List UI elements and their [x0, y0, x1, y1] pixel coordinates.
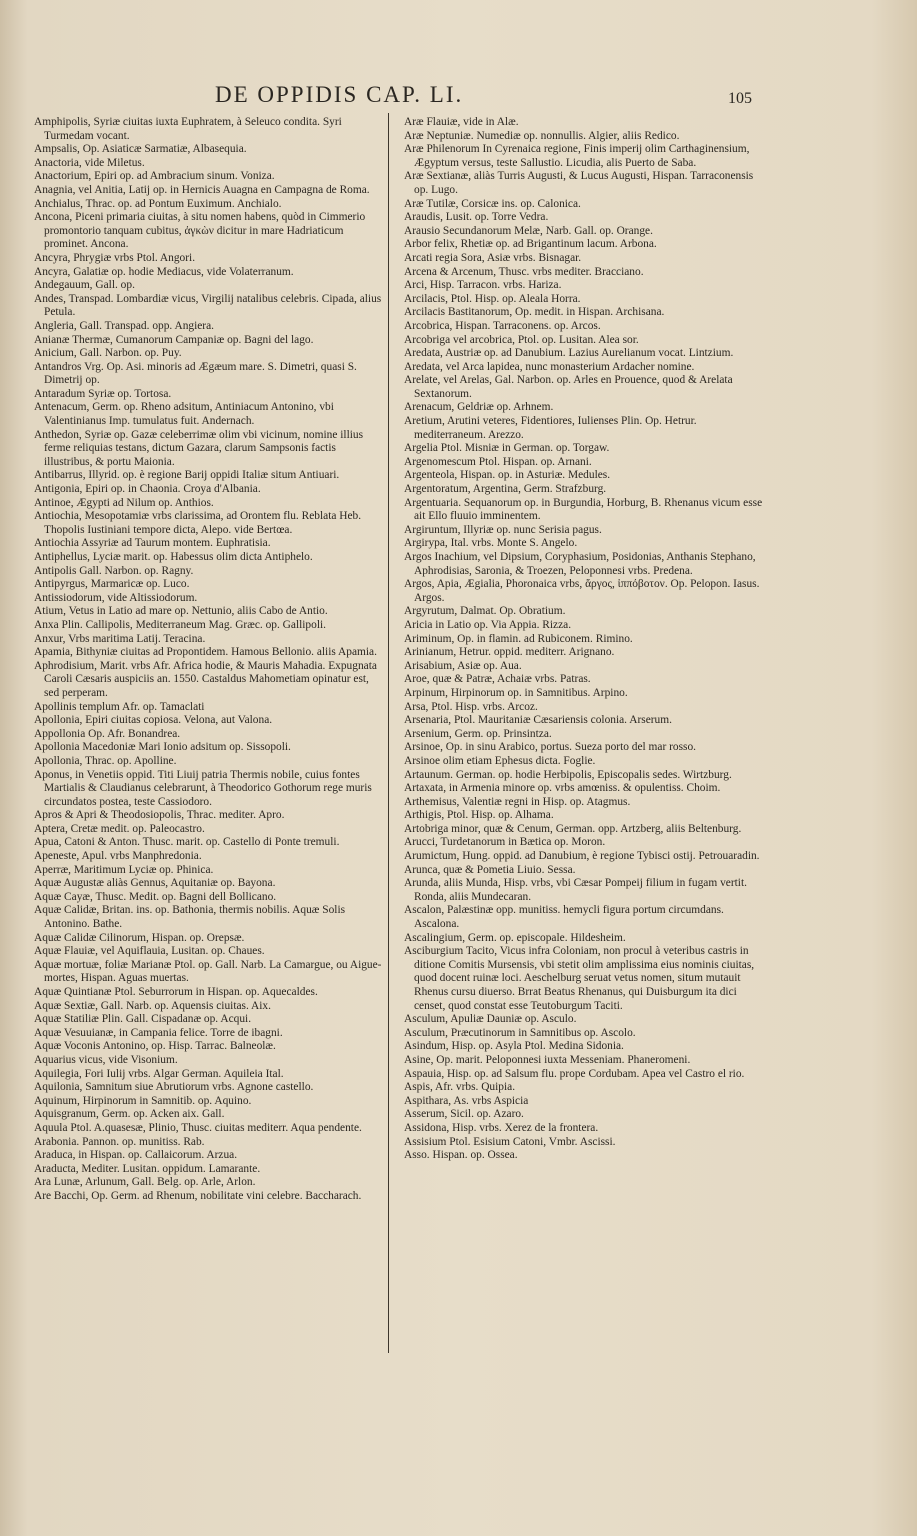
gazetteer-entry: Arcobrica, Hispan. Tarraconens. op. Arcos. — [404, 319, 601, 332]
gazetteer-entry: Aquinum, Hirpinorum in Samnitib. op. Aquino. — [34, 1094, 252, 1107]
gazetteer-entry: Aquisgranum, Germ. op. Acken aix. Gall. — [34, 1108, 225, 1121]
gazetteer-entry: Artaunum. German. op. hodie Herbipolis, Episcopalis sedes. Wirtzburg. — [404, 768, 732, 781]
gazetteer-entry: Arcena & Arcenum, Thusc. vrbs mediter. Bracciano. — [404, 265, 644, 278]
gazetteer-entry: Anchialus, Thrac. op. ad Pontum Euximum. Anchialo. — [34, 197, 282, 210]
gazetteer-entry: Apamia, Bithyniæ ciuitas ad Propontidem. Hamous Bellonio. aliis Apamia. — [34, 646, 377, 659]
gazetteer-entry: Aræ Flauiæ, vide in Alæ. — [404, 116, 519, 128]
gazetteer-entry: Arelate, vel Arelas, Gal. Narbon. op. Arles en Prouence, quod & Arelata Sextanorum. — [404, 374, 733, 400]
gazetteer-entry: Are Bacchi, Op. Germ. ad Rhenum, nobilitate vini celebre. Baccharach. — [34, 1189, 362, 1202]
gazetteer-entry: Aspithara, As. vrbs Aspicia — [404, 1094, 529, 1107]
gazetteer-entry: Aroe, quæ & Patræ, Achaiæ vrbs. Patras. — [404, 673, 591, 686]
gazetteer-entry: Aphrodisium, Marit. vrbs Afr. Africa hodie, & Mauris Mahadia. Expugnata Caroli Cæsaris auspiciis an. 1550. Castaldus Mahometiam opinatur est, sed perperam. — [34, 659, 377, 699]
gazetteer-entry: Argenteola, Hispan. op. in Asturiæ. Medules. — [404, 469, 611, 482]
gazetteer-entry: Appollonia Op. Afr. Bonandrea. — [34, 727, 181, 740]
gazetteer-entry: Apua, Catoni & Anton. Thusc. marit. op. Castello di Ponte tremuli. — [34, 836, 340, 849]
gazetteer-entry: Arsenium, Germ. op. Prinsintza. — [404, 727, 552, 740]
column-divider — [388, 113, 389, 1353]
gazetteer-entry: Ara Lunæ, Arlunum, Gall. Belg. op. Arle, Arlon. — [34, 1176, 256, 1189]
gazetteer-entry: Aquæ Augustæ aliàs Gennus, Aquitaniæ op. Bayona. — [34, 877, 276, 890]
right-column — [404, 116, 770, 1163]
gazetteer-entry: Asciburgium Tacito, Vicus infra Coloniam, non procul à veteribus castris in ditione Comitis Mursensis, vbi stetit olim amplissima eius nominis ciuitas, quod docent ruinæ loci. Aeschelburg seruat vetus nomen, situm mutauit Rhenus cursu diuerso. Brrat Beatus Rhenanus, qui Duisburgum ita dici censet, quod constat esse Teutoburgum Taciti. — [404, 945, 755, 1012]
gazetteer-entry: Apollinis templum Afr. op. Tamaclati — [34, 700, 205, 713]
gazetteer-entry: Antiphellus, Lyciæ marit. op. Habessus olim dicta Antiphelo. — [34, 551, 313, 563]
gazetteer-entry: Argenomescum Ptol. Hispan. op. Arnani. — [404, 455, 592, 468]
gazetteer-entry: Argirypa, Ital. vrbs. Monte S. Angelo. — [404, 537, 578, 550]
gazetteer-entry: Artaxata, in Armenia minore op. vrbs amœniss. & opulentiss. Choim. — [404, 782, 721, 795]
gazetteer-entry: Aquæ mortuæ, foliæ Marianæ Ptol. op. Gall. Narb. La Camargue, ou Aigue-mortes, Hispan. Aguas muertas. — [34, 958, 382, 985]
gazetteer-entry: Anicium, Gall. Narbon. op. Puy. — [34, 347, 182, 360]
gazetteer-entry: Argiruntum, Illyriæ op. nunc Serisia pagus. — [404, 523, 602, 536]
gazetteer-entry: Ampsalis, Op. Asiaticæ Sarmatiæ, Albasequia. — [34, 143, 247, 156]
gazetteer-entry: Arsinoe olim etiam Ephesus dicta. Foglie. — [404, 754, 596, 767]
gazetteer-entry: Aspis, Afr. vrbs. Quipia. — [404, 1081, 516, 1094]
gazetteer-entry: Aræ Tutilæ, Corsicæ ins. op. Calonica. — [404, 197, 581, 210]
gazetteer-entry: Anxur, Vrbs maritima Latij. Teracina. — [34, 632, 206, 645]
gazetteer-entry: Ariminum, Op. in flamin. ad Rubiconem. Rimino. — [404, 632, 633, 645]
gazetteer-entry: Aricia in Latio op. Via Appia. Rizza. — [404, 618, 572, 631]
gazetteer-entry: Arisabium, Asiæ op. Aua. — [404, 659, 522, 672]
gazetteer-entry: Ancyra, Phrygiæ vrbs Ptol. Angori. — [34, 251, 196, 264]
gazetteer-entry: Antiochia Assyriæ ad Taurum montem. Euphratisia. — [34, 537, 271, 550]
gazetteer-entry: Apollonia Macedoniæ Mari Ionio adsitum op. Sissopoli. — [34, 741, 291, 754]
gazetteer-entry: Arabonia. Pannon. op. munitiss. Rab. — [34, 1135, 205, 1148]
gazetteer-entry: Anthedon, Syriæ op. Gazæ celeberrimæ olim vbi vicinum, nomine illius ferme reliquias testans, dictum Gazara, clarum Sampsonis factis illustribus, & portu Maionia. — [34, 428, 364, 468]
gazetteer-entry: Aquæ Statiliæ Plin. Gall. Cispadanæ op. Acqui. — [34, 1013, 252, 1026]
gazetteer-entry: Antipyrgus, Marmaricæ op. Luco. — [34, 578, 190, 591]
gazetteer-entry: Argyrutum, Dalmat. Op. Obratium. — [404, 605, 566, 618]
gazetteer-entry: Apollonia, Thrac. op. Apolline. — [34, 754, 177, 767]
gazetteer-entry: Arpinum, Hirpinorum op. in Samnitibus. Arpino. — [404, 686, 628, 699]
gazetteer-entry: Arenacum, Geldriæ op. Arhnem. — [404, 401, 554, 414]
gazetteer-entry: Arsinoe, Op. in sinu Arabico, portus. Sueza porto del mar rosso. — [404, 741, 696, 754]
gazetteer-entry: Artobriga minor, quæ & Cenum, German. opp. Artzberg, aliis Beltenburg. — [404, 822, 742, 835]
gazetteer-entry: Arsenaria, Ptol. Mauritaniæ Cæsariensis colonia. Arserum. — [404, 714, 672, 727]
gazetteer-entry: Antibarrus, Illyrid. op. è regione Barij oppidi Italiæ situm Antiuari. — [34, 469, 340, 482]
gazetteer-entry: Argentuaria. Sequanorum op. in Burgundia, Horburg, B. Rhenanus vicum esse ait Ello fluuio imminentem. — [404, 496, 763, 523]
gazetteer-entry: Arunca, quæ & Pometia Liuio. Sessa. — [404, 863, 576, 876]
chapter-header: DE OPPIDIS CAP. LI. — [215, 82, 464, 107]
gazetteer-entry: Assidona, Hisp. vrbs. Xerez de la frontera. — [404, 1121, 599, 1134]
gazetteer-entry: Asindum, Hisp. op. Asyla Ptol. Medina Sidonia. — [404, 1040, 624, 1053]
gazetteer-entry: Aquilonia, Samnitum siue Abrutiorum vrbs. Agnone castello. — [34, 1081, 314, 1094]
gazetteer-entry: Argos Inachium, vel Dipsium, Coryphasium, Posidonias, Anthanis Stephano, Aphrodisias, Saronia, & Troezen, Peloponnesi vrbs. Predena. — [404, 551, 756, 577]
gazetteer-entry: Arcilacis, Ptol. Hisp. op. Aleala Horra. — [404, 292, 581, 305]
gazetteer-entry: Antissiodorum, vide Altissiodorum. — [34, 591, 198, 604]
gazetteer-entry: Aræ Philenorum In Cyrenaica regione, Finis imperij olim Carthaginensium, Ægyptum versus, teste Sallustio. Licudia, alis Puerto de Saba. — [404, 143, 750, 169]
gazetteer-entry: Angleria, Gall. Transpad. opp. Angiera. — [34, 319, 215, 332]
gazetteer-entry: Ascalingium, Germ. op. episcopale. Hildesheim. — [404, 931, 626, 944]
gazetteer-entry: Arucci, Turdetanorum in Bætica op. Moron. — [404, 836, 606, 849]
gazetteer-entry: Anxa Plin. Callipolis, Mediterraneum Mag. Græc. op. Gallipoli. — [34, 618, 327, 631]
gazetteer-entry: Aquæ Sextiæ, Gall. Narb. op. Aquensis ciuitas. Aix. — [34, 999, 271, 1012]
gazetteer-entry: Ascalon, Palæstinæ opp. munitiss. hemycli figura portum circumdans. Ascalona. — [404, 904, 724, 931]
gazetteer-entry: Andes, Transpad. Lombardiæ vicus, Virgilij natalibus celebris. Cipada, alius Petula. — [34, 292, 382, 319]
gazetteer-entry: Apros & Apri & Theodosiopolis, Thrac. mediter. Apro. — [34, 809, 285, 822]
gazetteer-entry: Araduca, in Hispan. op. Callaicorum. Arzua. — [34, 1149, 238, 1162]
gazetteer-entry: Antenacum, Germ. op. Rheno adsitum, Antiniacum Antonino, vbi Valentinianus Imp. tumulatus fuit. Andernach. — [34, 401, 334, 428]
gazetteer-entry: Arunda, aliis Munda, Hisp. vrbs, vbi Cæsar Pompeij filium in fugam vertit. Ronda, aliis Mundecaran. — [404, 877, 747, 903]
gazetteer-entry: Andegauum, Gall. op. — [34, 279, 135, 292]
gazetteer-entry: Aredata, Austriæ op. ad Danubium. Lazius Aurelianum vocat. Lintzium. — [404, 347, 734, 360]
gazetteer-entry: Ancyra, Galatiæ op. hodie Mediacus, vide Volaterranum. — [34, 265, 294, 278]
gazetteer-entry: Anianæ Thermæ, Cumanorum Campaniæ op. Bagni del lago. — [34, 333, 314, 346]
gazetteer-entry: Arbor felix, Rhetiæ op. ad Brigantinum lacum. Arbona. — [404, 238, 657, 251]
gazetteer-entry: Assisium Ptol. Esisium Catoni, Vmbr. Ascissi. — [404, 1135, 616, 1148]
gazetteer-entry: Apollonia, Epiri ciuitas copiosa. Velona, aut Valona. — [34, 714, 273, 727]
gazetteer-entry: Arausio Secundanorum Melæ, Narb. Gall. op. Orange. — [404, 224, 653, 237]
gazetteer-entry: Arsa, Ptol. Hisp. vrbs. Arcoz. — [404, 700, 538, 713]
gazetteer-entry: Antinoe, Ægypti ad Nilum op. Anthios. — [34, 496, 214, 509]
gazetteer-entry: Aretium, Arutini veteres, Fidentiores, Iulienses Plin. Op. Hetrur. mediterraneum. Arezzo. — [404, 415, 697, 441]
bleed-through-marks — [0, 200, 12, 660]
gazetteer-entry: Anagnia, vel Anitia, Latij op. in Hernicis Auagna en Campagna de Roma. — [34, 183, 370, 196]
gazetteer-entry: Aquula Ptol. A.quasesæ, Plinio, Thusc. ciuitas mediterr. Aqua pendente. — [34, 1121, 362, 1134]
gazetteer-entry: Argos, Apia, Ægialia, Phoronaica vrbs, ἄργος, ἱππόβοτον. Op. Pelopon. Iasus. Argos. — [404, 578, 760, 604]
gazetteer-entry: Anactoria, vide Miletus. — [34, 156, 145, 169]
gazetteer-entry: Aquæ Vesuuianæ, in Campania felice. Torre de ibagni. — [34, 1026, 283, 1039]
gazetteer-entry: Araducta, Mediter. Lusitan. oppidum. Lamarante. — [34, 1162, 261, 1175]
gazetteer-entry: Ancona, Piceni primaria ciuitas, à situ nomen habens, quòd in Cimmerio promontorio tanquam cubitus, ἀγκὼν dicitur in mare Hadriaticum prominet. Ancona. — [34, 211, 366, 251]
gazetteer-entry: Aquarius vicus, vide Visonium. — [34, 1053, 178, 1066]
gazetteer-entry: Antigonia, Epiri op. in Chaonia. Croya d'Albania. — [34, 483, 261, 496]
gazetteer-entry: Aræ Sextianæ, aliàs Turris Augusti, & Lucus Augusti, Hispan. Tarraconensis op. Lugo. — [404, 170, 754, 196]
gazetteer-entry: Aptera, Cretæ medit. op. Paleocastro. — [34, 822, 205, 835]
gazetteer-entry: Aredata, vel Arca lapidea, nunc monasterium Ardacher nomine. — [404, 360, 695, 373]
gazetteer-entry: Aræ Neptuniæ. Numediæ op. nonnullis. Algier, aliis Redico. — [404, 129, 680, 142]
gazetteer-entry: Asso. Hispan. op. Ossea. — [404, 1149, 518, 1162]
left-column — [34, 116, 384, 1204]
gazetteer-entry: Aquæ Voconis Antonino, op. Hisp. Tarrac. Balneolæ. — [34, 1040, 276, 1053]
gazetteer-entry: Aquæ Flauiæ, vel Aquiflauia, Lusitan. op. Chaues. — [34, 945, 265, 958]
gazetteer-entry: Aquæ Calidæ Cilinorum, Hispan. op. Orepsæ. — [34, 931, 245, 944]
gazetteer-entry: Antaradum Syriæ op. Tortosa. — [34, 387, 172, 400]
gazetteer-entry: Antandros Vrg. Op. Asi. minoris ad Ægæum mare. S. Dimetri, quasi S. Dimetrij op. — [34, 360, 357, 387]
gazetteer-entry: Aquæ Cayæ, Thusc. Medit. op. Bagni dell Bollicano. — [34, 890, 277, 903]
gazetteer-entry: Araudis, Lusit. op. Torre Vedra. — [404, 211, 549, 224]
gazetteer-entry: Anactorium, Epiri op. ad Ambracium sinum. Voniza. — [34, 170, 275, 183]
gazetteer-entry: Aquilegia, Fori Iulij vrbs. Algar German. Aquileia Ital. — [34, 1067, 284, 1080]
page-number: 105 — [728, 90, 752, 107]
gazetteer-entry: Asculum, Apuliæ Dauniæ op. Asculo. — [404, 1013, 577, 1026]
gazetteer-entry: Aperræ, Maritimum Lyciæ op. Phinica. — [34, 863, 214, 876]
gazetteer-entry: Arcobriga vel arcobrica, Ptol. op. Lusitan. Alea sor. — [404, 333, 639, 346]
gazetteer-entry: Argelia Ptol. Misniæ in German. op. Torgaw. — [404, 442, 610, 455]
gazetteer-entry: Apeneste, Apul. vrbs Manphredonia. — [34, 850, 202, 863]
gazetteer-entry: Arthemisus, Valentiæ regni in Hisp. op. Atagmus. — [404, 795, 631, 808]
gazetteer-entry: Asculum, Præcutinorum in Samnitibus op. Ascolo. — [404, 1026, 636, 1039]
gazetteer-entry: Arcati regia Sora, Asiæ vrbs. Bisnagar. — [404, 251, 582, 264]
gazetteer-entry: Aspauia, Hisp. op. ad Salsum flu. prope Cordubam. Apea vel Castro el rio. — [404, 1067, 745, 1080]
gazetteer-entry: Amphipolis, Syriæ ciuitas iuxta Euphratem, à Seleuco condita. Syri Turmedam vocant. — [34, 116, 342, 142]
gazetteer-entry: Aquæ Quintianæ Ptol. Seburrorum in Hispan. op. Aquecaldes. — [34, 986, 318, 998]
gazetteer-entry: Aquæ Calidæ, Britan. ins. op. Bathonia, thermis nobilis. Aquæ Solis Antonino. Bathe. — [34, 904, 346, 931]
gazetteer-entry: Arinianum, Hetrur. oppid. mediterr. Arignano. — [404, 646, 615, 659]
gazetteer-entry: Arumictum, Hung. oppid. ad Danubium, è regione Tybisci ostij. Petrouaradin. — [404, 850, 760, 863]
gazetteer-entry: Arci, Hisp. Tarracon. vrbs. Hariza. — [404, 279, 562, 292]
gazetteer-entry: Arcilacis Bastitanorum, Op. medit. in Hispan. Archisana. — [404, 306, 665, 319]
gazetteer-entry: Asserum, Sicil. op. Azaro. — [404, 1108, 524, 1121]
gazetteer-entry: Asine, Op. marit. Peloponnesi iuxta Messeniam. Phaneromeni. — [404, 1053, 691, 1066]
gazetteer-entry: Antipolis Gall. Narbon. op. Ragny. — [34, 564, 194, 577]
gazetteer-entry: Antiochia, Mesopotamiæ vrbs clarissima, ad Orontem flu. Reblata Heb. Thopolis Iustiniani tempore dicta, Alepo. vide Bertœa. — [34, 510, 362, 536]
gazetteer-entry: Argentoratum, Argentina, Germ. Strafzburg. — [404, 483, 607, 496]
gazetteer-entry: Arthigis, Ptol. Hisp. op. Alhama. — [404, 809, 554, 822]
gazetteer-entry: Aponus, in Venetiis oppid. Titi Liuij patria Thermis nobile, cuius fontes Martialis & Claudianus celebrarunt, à Theodorico Gothorum rege muris circundatos postea, teste Cassiodoro. — [34, 768, 372, 808]
gazetteer-entry: Atium, Vetus in Latio ad mare op. Nettunio, aliis Cabo de Antio. — [34, 605, 328, 618]
